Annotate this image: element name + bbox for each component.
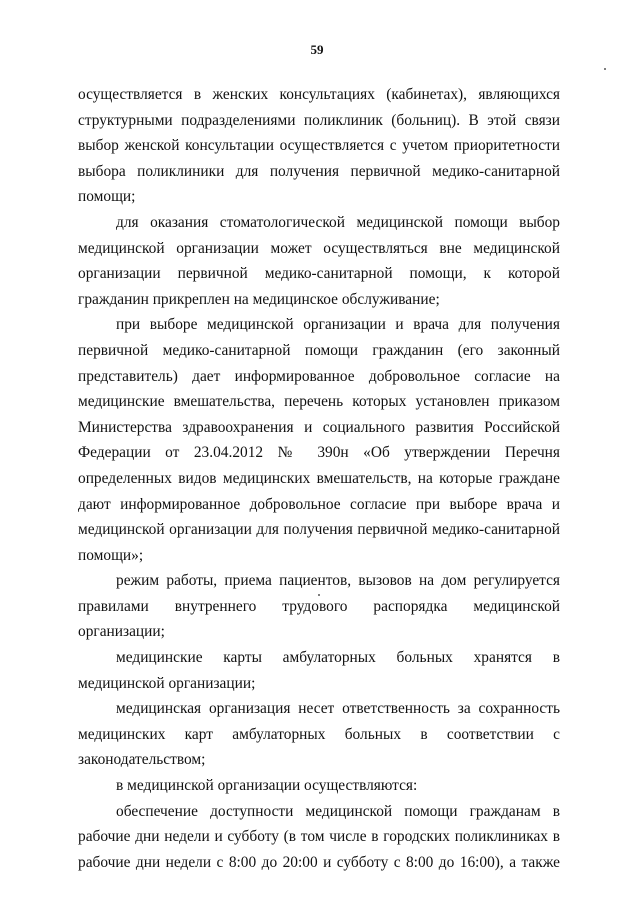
paragraph-2: для оказания стоматологической медицинской помощи выбор медицинской организации может осуществляться вне медицинской организации первичной медико-санитарной помощи, к которой гражданин прикреплен на медицинское обслуживание; bbox=[78, 213, 560, 308]
paragraph-1: осуществляется в женских консультациях (кабинетах), являющихся структурными подразделениями поликлиник (больниц). В этой связи выбор женской консультации осуществляется с учетом приоритетности выбора поликлиники для получения первичной медико-санитарной помощи; bbox=[78, 86, 560, 206]
paragraph-5: медицинские карты амбулаторных больных хранятся в медицинской организации; bbox=[78, 649, 560, 692]
scan-speck bbox=[604, 68, 606, 70]
paragraph-4: режим работы, приема пациентов, вызовов на дом регулируется правилами внутреннего трудового распорядка медицинской организации; bbox=[78, 572, 560, 641]
paragraph-7: в медицинской организации осуществляются: bbox=[116, 777, 418, 795]
paragraph-3: при выборе медицинской организации и врача для получения первичной медико-санитарной помощи гражданин (его законный представитель) дает информированное добровольное согласие на медицинские вмешательства, перечень которых установлен приказом Министерства здравоохранения и социального развития Российской Федерации от 23.04.2012 № 390н «Об утверждении Перечня определенных видов медицинских вмешательств, на которые граждане дают информированное добровольное согласие при выборе врача и медицинской организации для получения первичной медико-санитарной помощи»; bbox=[78, 316, 560, 564]
paragraph-8: обеспечение доступности медицинской помощи гражданам в рабочие дни недели и субботу (в том числе в городских поликлиниках в рабочие дни недели с 8:00 до 20:00 и субботу с 8:00 до 16:00), а также bbox=[78, 802, 560, 871]
scan-speck bbox=[318, 594, 320, 596]
paragraph-6: медицинская организация несет ответственность за сохранность медицинских карт амбулаторных больных в соответствии с законодательством; bbox=[78, 700, 560, 769]
page-number: 59 bbox=[310, 42, 324, 57]
document-body bbox=[78, 82, 560, 875]
